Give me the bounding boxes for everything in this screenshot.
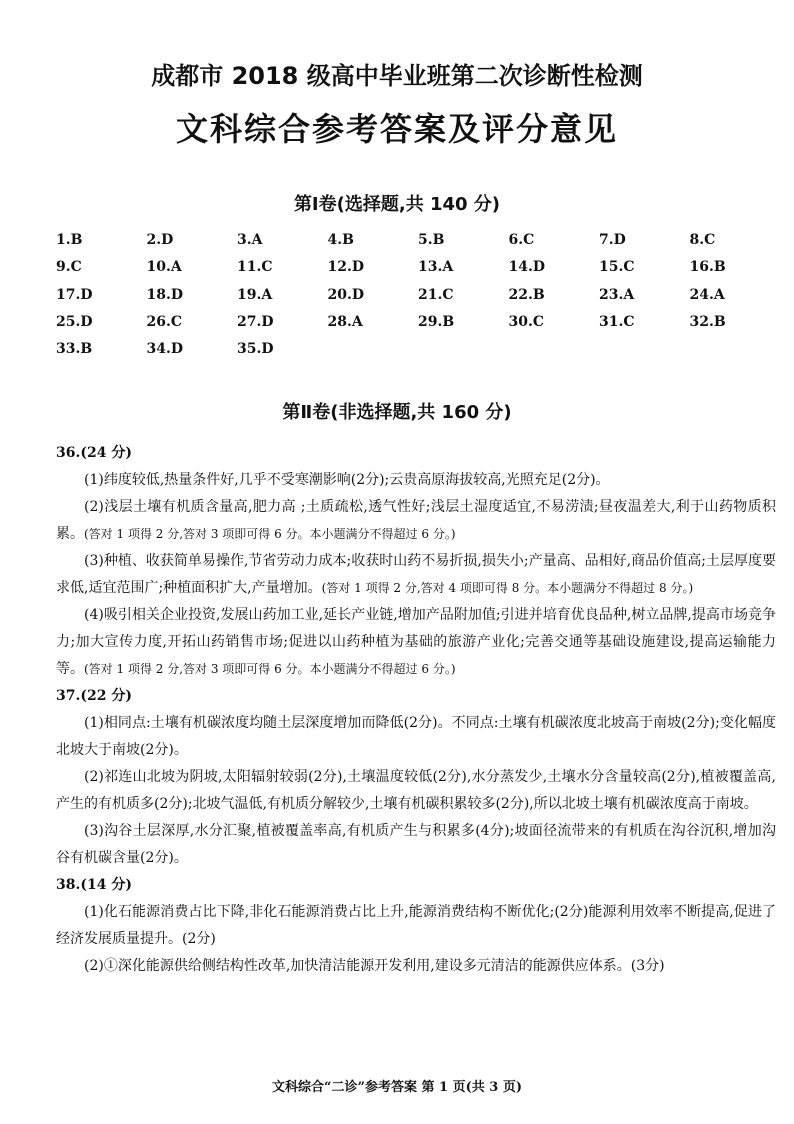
question-36-part-1: (1)纬度较低,热量条件好,几乎不受寒潮影响(2分);云贵高原海拔较高,光照充足(2分)。: [84, 472, 610, 488]
section-2-title: 第Ⅱ卷(非选择题,共 160 分): [282, 402, 512, 423]
answer-item: 18.D: [146, 286, 183, 303]
answer-item: 15.C: [599, 259, 635, 276]
scoring-note: (答对 1 项得 2 分,答对 3 项即可得 6 分。本小题满分不得超过 6 分。): [84, 527, 456, 541]
answer-item: 25.D: [56, 313, 93, 330]
answer-item: 35.D: [237, 341, 274, 358]
answer-item: 12.D: [327, 259, 364, 276]
question-37-part-3: (3)沟谷土层深厚,水分汇聚,植被覆盖率高,有机质产生与积累多(4分);坡面径流带来的有机质在沟谷沉积,增加沟谷有机碳含量(2分)。: [56, 823, 776, 866]
answer-item: 8.C: [689, 232, 716, 248]
answer-item: 9.C: [56, 259, 82, 276]
answer-item: 32.B: [689, 313, 726, 330]
answer-item: 5.B: [418, 232, 445, 248]
question-38-heading: 38.(14 分): [56, 877, 132, 893]
answer-item: 23.A: [599, 286, 635, 303]
answer-item: 22.B: [508, 286, 545, 303]
question-38-part-1: (1)化石能源消费占比下降,非化石能源消费占比上升,能源消费结构不断优化;(2分)能源利用效率不断提高,促进了经济发展质量提升。(2分): [56, 904, 776, 947]
answer-item: 11.C: [237, 259, 273, 276]
question-36-part-2: (2)浅层土壤有机质含量高,肥力高 ;土质疏松,透气性好;浅层土湿度适宜,不易涝渍;昼夜温差大,利于山药物质积累。(答对 1 项得 2 分,答对 3 项即可得 6 分。本小题满分不得超过 6 分。): [56, 499, 776, 542]
answer-item: 6.C: [508, 232, 535, 248]
answer-item: 3.A: [237, 232, 263, 248]
answer-item: 30.C: [508, 313, 544, 330]
answer-item: 29.B: [418, 313, 455, 330]
answer-item: 20.D: [327, 286, 364, 303]
exam-title: 成都市 2018 级高中毕业班第二次诊断性检测: [151, 62, 643, 90]
answer-item: 26.C: [146, 313, 182, 330]
question-37-part-1: (1)相同点:土壤有机碳浓度均随土层深度增加而降低(2分)。不同点:土壤有机碳浓度北坡高于南坡(2分);变化幅度北坡大于南坡(2分)。: [56, 715, 776, 758]
answer-item: 27.D: [237, 313, 274, 330]
document-title: 文科综合参考答案及评分意见: [175, 110, 618, 148]
scoring-note: (答对 1 项得 2 分,答对 3 项即可得 6 分。本小题满分不得超过 6 分。): [84, 662, 456, 676]
answer-item: 21.C: [418, 286, 454, 303]
question-38-part-2: (2)①深化能源供给侧结构性改革,加快清洁能源开发利用,建设多元清洁的能源供应体系。(3分): [84, 958, 665, 974]
question-36-part-3: (3)种植、收获简单易操作,节省劳动力成本;收获时山药不易折损,损失小;产量高、品相好,商品价值高;土层厚度要求低,适宜范围广;种植面积扩大,产量增加。(答对 1 项得 2 分,答对 4 项即可得 8 分。本小题满分不得超过 8 分。): [56, 553, 776, 596]
answer-item: 28.A: [327, 313, 363, 330]
answer-item: 33.B: [56, 341, 93, 358]
answer-item: 10.A: [146, 259, 182, 276]
answer-item: 7.D: [599, 232, 626, 248]
answer-item: 34.D: [146, 341, 183, 358]
answer-item: 1.B: [56, 232, 83, 248]
answer-item: 16.B: [689, 259, 726, 276]
answer-item: 14.D: [508, 259, 545, 276]
page-footer: 文科综合“二诊”参考答案 第 1 页(共 3 页): [272, 1080, 522, 1095]
answer-item: 2.D: [146, 232, 174, 248]
answer-item: 19.A: [237, 286, 273, 303]
answer-item: 24.A: [689, 286, 725, 303]
section-2-body: [56, 440, 776, 980]
answer-item: 31.C: [599, 313, 635, 330]
answer-item: 17.D: [56, 286, 93, 303]
section-1-title: 第Ⅰ卷(选择题,共 140 分): [293, 194, 501, 215]
question-36-heading: 36.(24 分): [56, 445, 132, 461]
question-37-heading: 37.(22 分): [56, 688, 132, 704]
question-37-part-2: (2)祁连山北坡为阴坡,太阳辐射较弱(2分),土壤温度较低(2分),水分蒸发少,土壤水分含量较高(2分),植被覆盖高,产生的有机质多(2分);北坡气温低,有机质分解较少,土壤有机碳积累较多(2分),所以北坡土壤有机碳浓度高于南坡。: [56, 769, 776, 812]
answer-item: 4.B: [327, 232, 354, 248]
question-36-part-4: (4)吸引相关企业投资,发展山药加工业,延长产业链,增加产品附加值;引进并培育优良品种,树立品牌,提高市场竞争力;加大宣传力度,开拓山药销售市场;促进以山药种植为基础的旅游产业化;完善交通等基础设施建设,提高运输能力等。(答对 1 项得 2 分,答对 3 项即可得 6 分。本小题满分不得超过 6 分。): [56, 607, 776, 677]
answer-item: 13.A: [418, 259, 454, 276]
scoring-note: (答对 1 项得 2 分,答对 4 项即可得 8 分。本小题满分不得超过 8 分。): [321, 581, 694, 595]
